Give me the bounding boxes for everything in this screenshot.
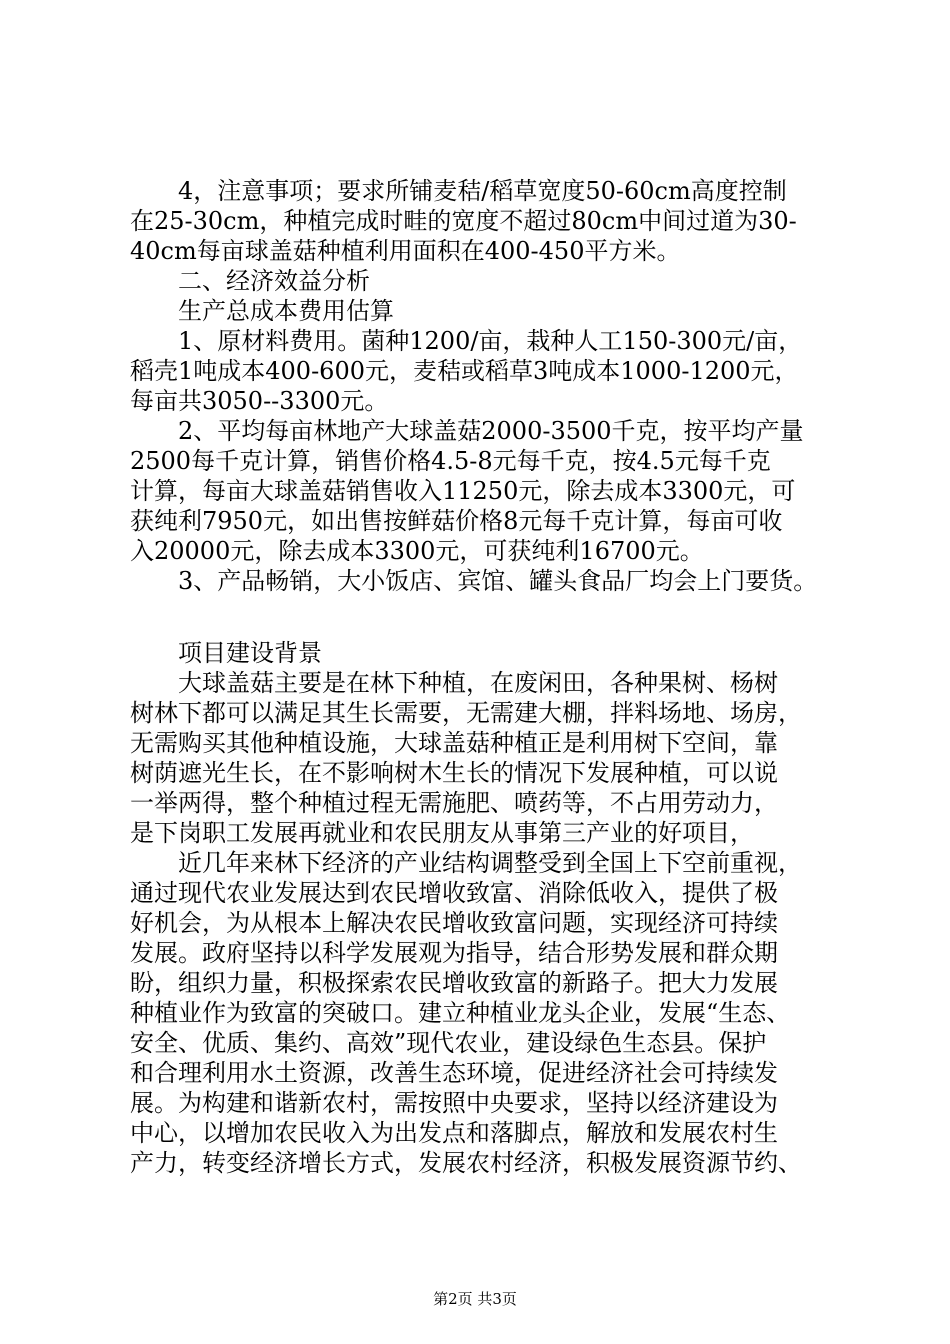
- text-line: 2、平均每亩林地产大球盖菇2000-3500千克，按平均产量: [178, 417, 804, 445]
- text-line: 在25-30cm，种植完成时畦的宽度不超过80cm中间过道为30-: [130, 207, 797, 235]
- text-line: 安全、优质、集约、高效”现代农业，建设绿色生态县。保护: [130, 1029, 767, 1057]
- text-line: 一举两得，整个种植过程无需施肥、喷药等，不占用劳动力，: [130, 789, 778, 817]
- text-line: 展。为构建和谐新农村，需按照中央要求，坚持以经济建设为: [130, 1089, 778, 1117]
- text-line: 稻壳1吨成本400-600元，麦秸或稻草3吨成本1000-1200元，: [130, 357, 799, 385]
- text-line: 种植业作为致富的突破口。建立种植业龙头企业，发展“生态、: [130, 999, 791, 1027]
- text-line: 发展。政府坚持以科学发展观为指导，结合形势发展和群众期: [130, 939, 778, 967]
- headings-economics: [130, 266, 850, 326]
- text-line: 计算，每亩大球盖菇销售收入11250元，除去成本3300元，可: [130, 477, 796, 505]
- text-line: 通过现代农业发展达到农民增收致富、消除低收入，提供了极: [130, 879, 778, 907]
- text-line: 盼，组织力量，积极探索农民增收致富的新路子。把大力发展: [130, 969, 778, 997]
- text-line: 获纯利7950元，如出售按鲜菇价格8元每千克计算，每亩可收: [130, 507, 783, 535]
- item-2: [130, 416, 850, 566]
- page-footer: [0, 1290, 950, 1308]
- text-line: 无需购买其他种植设施，大球盖菇种植正是利用树下空间，靠: [130, 729, 778, 757]
- text-line: 好机会，为从根本上解决农民增收致富问题，实现经济可持续: [130, 909, 778, 937]
- text-line: 是下岗职工发展再就业和农民朋友从事第三产业的好项目，: [130, 819, 754, 847]
- section-heading: 二、经济效益分析: [178, 267, 370, 295]
- item-1: [130, 326, 850, 416]
- section-heading: 项目建设背景: [178, 639, 322, 667]
- text-line: 近几年来林下经济的产业结构调整受到全国上下空前重视，: [178, 849, 802, 877]
- text-line: 每亩共3050--3300元。: [130, 387, 389, 415]
- section-notes: [130, 176, 850, 266]
- background-paragraph-2: [130, 848, 850, 1178]
- page-number: 第2页 共3页: [433, 1290, 517, 1308]
- text-line: 40cm每亩球盖菇种植利用面积在400-450平方米。: [130, 237, 681, 265]
- text-line: 和合理利用水土资源，改善生态环境，促进经济社会可持续发: [130, 1059, 778, 1087]
- document-page: [130, 176, 850, 1178]
- text-line: 树荫遮光生长，在不影响树木生长的情况下发展种植，可以说: [130, 759, 778, 787]
- subsection-heading: 生产总成本费用估算: [178, 297, 394, 325]
- text-line: 中心，以增加农民收入为出发点和落脚点，解放和发展农村生: [130, 1119, 778, 1147]
- text-line: 1、原材料费用。菌种1200/亩，栽种人工150-300元/亩，: [178, 327, 803, 355]
- text-line: 大球盖菇主要是在林下种植，在废闲田，各种果树、杨树: [178, 669, 778, 697]
- text-line: 入20000元，除去成本3300元，可获纯利16700元。: [130, 537, 704, 565]
- paragraph-gap: [130, 596, 850, 638]
- text-line: 树林下都可以满足其生长需要，无需建大棚，拌料场地、场房，: [130, 699, 802, 727]
- item-3: [130, 566, 850, 596]
- background-section: [130, 638, 850, 848]
- text-line: 2500每千克计算，销售价格4.5-8元每千克，按4.5元每千克: [130, 447, 771, 475]
- text-line: 4，注意事项；要求所铺麦秸/稻草宽度50-60cm高度控制: [178, 177, 787, 205]
- text-line: 3、产品畅销，大小饭店、宾馆、罐头食品厂均会上门要货。: [178, 567, 818, 595]
- text-line: 产力，转变经济增长方式，发展农村经济，积极发展资源节约、: [130, 1149, 802, 1177]
